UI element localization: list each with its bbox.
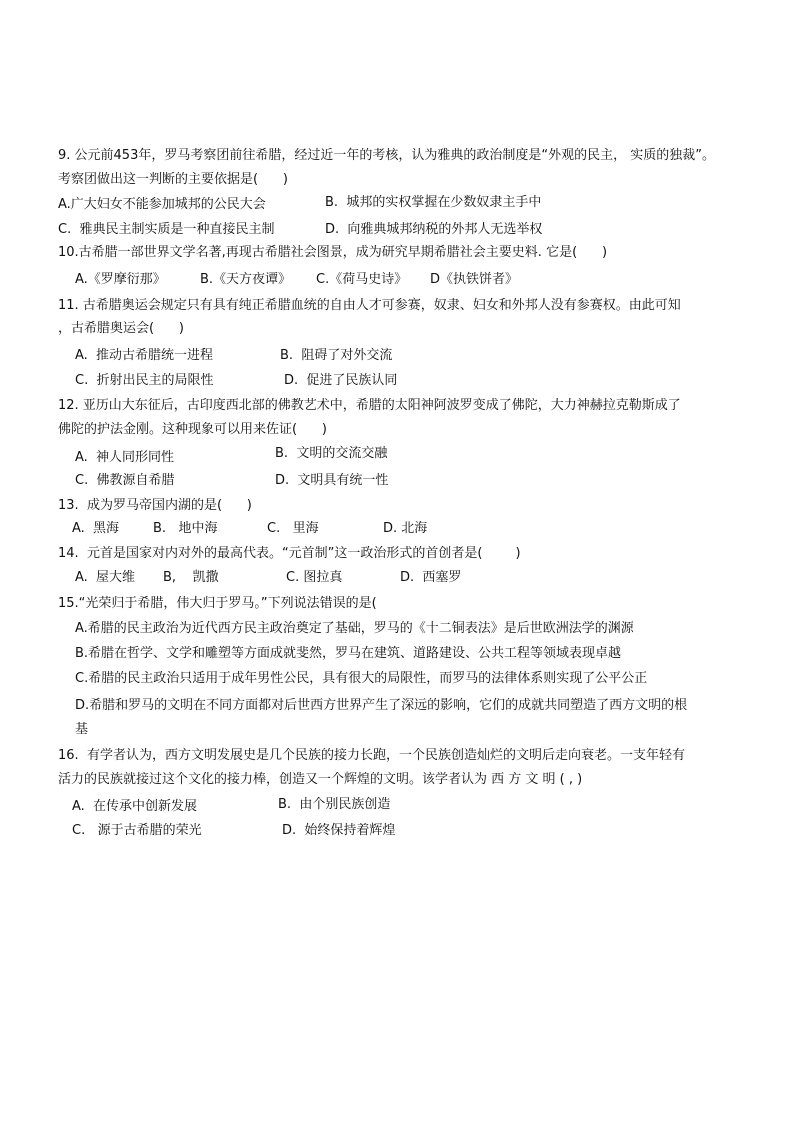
q9-option-b: B. 城邦的实权掌握在少数奴隶主手中 <box>325 195 542 210</box>
q11-stem-line1: 11. 古希腊奥运会规定只有具有纯正希腊血统的自由人才可参赛，奴隶、妇女和外邦人没有参赛权。由此可知 <box>58 298 681 313</box>
q11-option-d: D. 促进了民族认同 <box>284 373 398 388</box>
q14-option-d: D. 西塞罗 <box>400 570 462 585</box>
q16-option-d: D. 始终保持着辉煌 <box>282 823 396 838</box>
q16-stem-line2: 活力的民族就接过这个文化的接力棒，创造又一个辉煌的文明。该学者认为 西 方 文 明 ( , ) <box>58 772 583 787</box>
q13-stem: 13. 成为罗马帝国内湖的是( ) <box>58 498 252 513</box>
q12-option-b: B. 文明的交流交融 <box>275 446 388 461</box>
q9-stem-line1: 9. 公元前453年，罗马考察团前往希腊，经过近一年的考核，认为雅典的政治制度是“外观的民主， 实质的独裁”。 <box>58 148 715 163</box>
q15-option-a: A.希腊的民主政治为近代西方民主政治奠定了基础，罗马的《十二铜表法》是后世欧洲法学的渊源 <box>75 621 634 636</box>
q15-option-c: C.希腊的民主政治只适用于成年男性公民，具有很大的局限性，而罗马的法律体系则实现了公平公正 <box>75 671 648 686</box>
q10-option-c: C.《荷马史诗》 <box>316 272 408 287</box>
q10-option-b: B.《天方夜谭》 <box>200 272 292 287</box>
q13-option-d: D. 北海 <box>383 521 428 536</box>
q9-stem-line2: 考察团做出这一判断的主要依据是( ) <box>58 172 288 187</box>
q11-option-a: A. 推动古希腊统一进程 <box>75 348 214 363</box>
q10-option-d: D《执铁饼者》 <box>430 272 519 287</box>
q16-option-c: C. 源于古希腊的荣光 <box>72 823 202 838</box>
q12-option-a: A. 神人同形同性 <box>75 450 175 465</box>
q12-stem-line2: 佛陀的护法金刚。这种现象可以用来佐证( ) <box>58 422 327 437</box>
q14-option-a: A. 屋大维 <box>75 570 136 585</box>
q15-stem: 15.“光荣归于希腊，伟大归于罗马。”下列说法错误的是( <box>58 596 377 611</box>
q12-stem-line1: 12. 亚历山大东征后，古印度西北部的佛教艺术中，希腊的太阳神阿波罗变成了佛陀，大力神赫拉克勒斯成了 <box>58 398 681 413</box>
q9-option-a: A.广大妇女不能参加城邦的公民大会 <box>58 197 266 212</box>
q11-option-b: B. 阻碍了对外交流 <box>280 348 393 363</box>
q14-stem: 14. 元首是国家对内对外的最高代表。“元首制”这一政治形式的首创者是( ) <box>58 546 521 561</box>
q15-option-d-line2: 基 <box>75 722 89 737</box>
q16-option-a: A. 在传承中创新发展 <box>72 799 198 814</box>
q11-stem-line2: ，古希腊奥运会( ) <box>58 321 184 336</box>
q11-option-c: C. 折射出民主的局限性 <box>75 373 214 388</box>
q15-option-b: B.希腊在哲学、文学和雕塑等方面成就斐然，罗马在建筑、道路建设、公共工程等领域表现卓越 <box>75 646 622 661</box>
q13-option-b: B. 地中海 <box>153 521 218 536</box>
q14-option-b: B, 凯撒 <box>163 570 219 585</box>
q16-option-b: B. 由个别民族创造 <box>278 797 391 812</box>
q16-stem-line1: 16. 有学者认为，西方文明发展史是几个民族的接力长跑，一个民族创造灿烂的文明后走向衰老。一支年轻有 <box>58 748 685 763</box>
q10-stem: 10.古希腊一部世界文学名著,再现古希腊社会图景，成为研究早期希腊社会主要史料. 它是( ) <box>58 245 608 260</box>
q13-option-a: A. 黑海 <box>72 521 120 536</box>
q10-option-a: A.《罗摩衍那》 <box>75 272 166 287</box>
q9-option-c: C. 雅典民主制实质是一种直接民主制 <box>58 222 275 237</box>
q13-option-c: C. 里海 <box>267 521 319 536</box>
q15-option-d-line1: D.希腊和罗马的文明在不同方面都对后世西方世界产生了深远的影响，它们的成就共同塑造了西方文明的根 <box>75 698 688 713</box>
q12-option-c: C. 佛教源自希腊 <box>75 473 175 488</box>
q12-option-d: D. 文明具有统一性 <box>275 473 389 488</box>
q9-option-d: D. 向雅典城邦纳税的外邦人无选举权 <box>325 222 543 237</box>
q14-option-c: C. 图拉真 <box>286 570 343 585</box>
